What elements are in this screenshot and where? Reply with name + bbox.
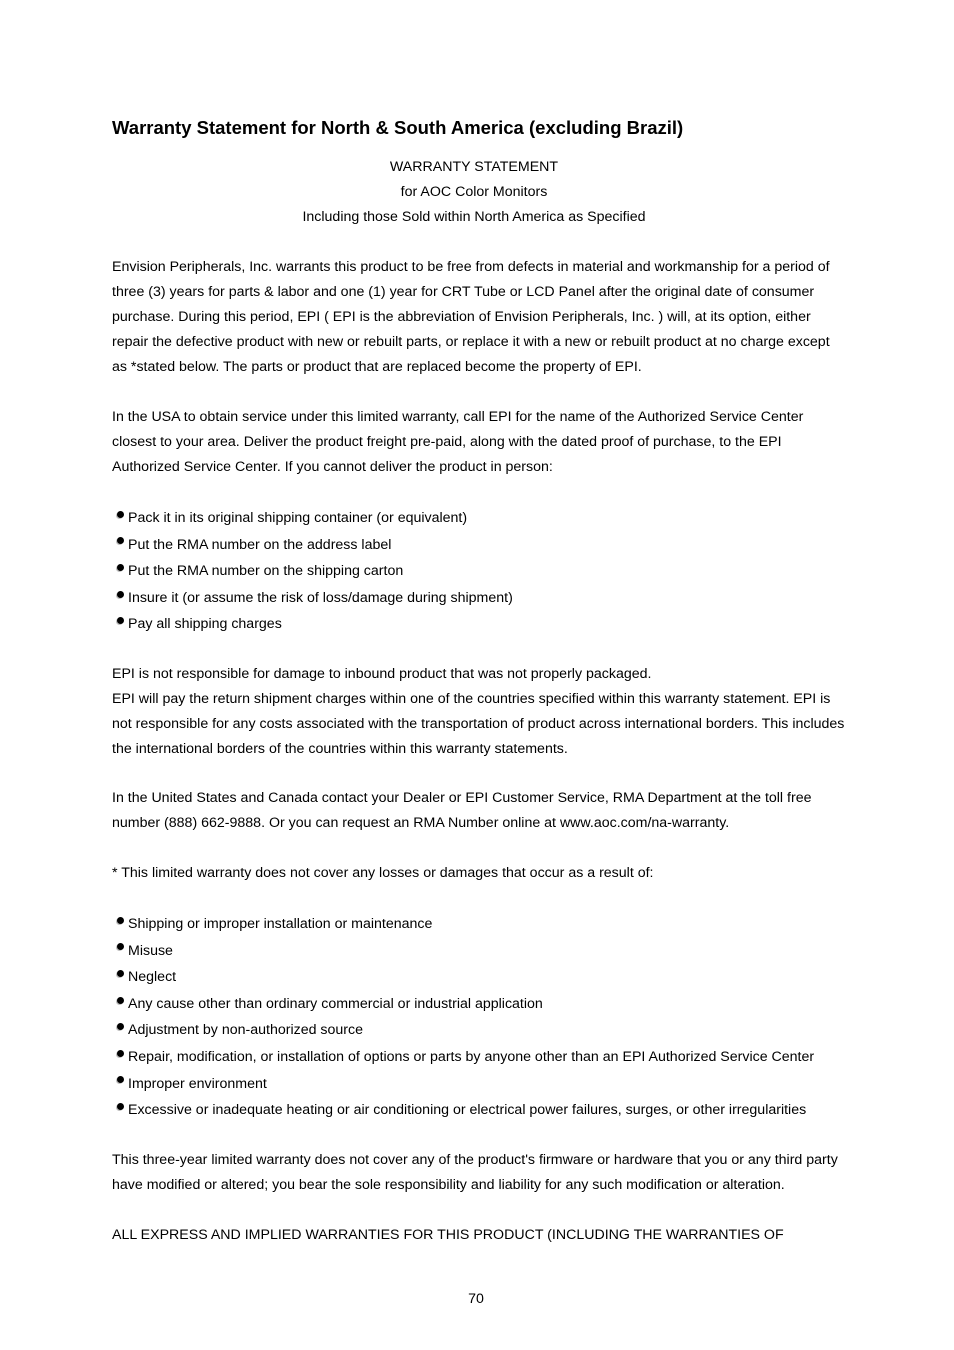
list-item: Any cause other than ordinary commercial or industrial application <box>112 991 814 1018</box>
list-item: Insure it (or assume the risk of loss/damage during shipment) <box>112 585 513 612</box>
page-heading: Warranty Statement for North & South America (excluding Brazil) <box>112 117 684 138</box>
list-item: Pack it in its original shipping container (or equivalent) <box>112 505 513 532</box>
bullet-icon <box>117 591 124 598</box>
bullet-icon <box>117 997 124 1004</box>
list-item: Put the RMA number on the shipping carton <box>112 558 513 585</box>
list-item: Pay all shipping charges <box>112 611 513 638</box>
bullet-icon <box>117 537 124 544</box>
bullet-icon <box>117 970 124 977</box>
shipping-steps-list <box>112 505 513 638</box>
inbound-damage-paragraph: EPI is not responsible for damage to inbound product that was not properly packaged. <box>112 666 652 682</box>
page-number: 70 <box>468 1291 484 1307</box>
document-page <box>112 0 848 1350</box>
firmware-exclusion-paragraph: This three-year limited warranty does not cover any of the product's firmware or hardware that you or any third party have modified or altered; you bear the sole responsibility and liability for any such modification or alteration. <box>112 1152 838 1193</box>
exclusions-intro-paragraph: * This limited warranty does not cover any losses or damages that occur as a result of: <box>112 865 654 881</box>
bullet-icon <box>117 943 124 950</box>
bullet-icon <box>117 617 124 624</box>
list-item: Put the RMA number on the address label <box>112 532 513 559</box>
bullet-icon <box>117 1076 124 1083</box>
warranty-title-line-1: WARRANTY STATEMENT <box>389 159 559 175</box>
warranty-title-line-3: Including those Sold within North America as Specified <box>302 209 646 225</box>
list-item: Improper environment <box>112 1071 814 1098</box>
list-item: Shipping or improper installation or maintenance <box>112 911 814 938</box>
warranty-title-block <box>112 155 836 230</box>
bullet-icon <box>117 1050 124 1057</box>
list-item: Adjustment by non-authorized source <box>112 1017 814 1044</box>
implied-warranties-paragraph: ALL EXPRESS AND IMPLIED WARRANTIES FOR THIS PRODUCT (INCLUDING THE WARRANTIES OF <box>112 1227 784 1243</box>
service-instructions-paragraph: In the USA to obtain service under this limited warranty, call EPI for the name of the Authorized Service Center closest to your area. Deliver the product freight pre-paid, along with the dated proof of purchase, to the EPI Authorized Service Center. If you cannot deliver the product in person: <box>112 409 804 475</box>
return-shipment-paragraph: EPI will pay the return shipment charges within one of the countries specified within this warranty statement. EPI is not responsible for any costs associated with the transportation of product across international borders. This includes the international borders of the countries within this warranty statements. <box>112 691 845 757</box>
exclusions-list <box>112 911 814 1124</box>
list-item: Neglect <box>112 964 814 991</box>
bullet-icon <box>117 511 124 518</box>
bullet-icon <box>117 564 124 571</box>
list-item: Excessive or inadequate heating or air conditioning or electrical power failures, surges, or other irregularities <box>112 1097 814 1124</box>
list-item: Misuse <box>112 938 814 965</box>
list-item: Repair, modification, or installation of options or parts by anyone other than an EPI Authorized Service Center <box>112 1044 814 1071</box>
warranty-coverage-paragraph: Envision Peripherals, Inc. warrants this product to be free from defects in material and workmanship for a period of three (3) years for parts & labor and one (1) year for CRT Tube or LCD Panel after the original date of consumer purchase. During this period, EPI ( EPI is the abbreviation of Envision Peripherals, Inc. ) will, at its option, either repair the defective product with new or rebuilt parts, or replace it with a new or rebuilt product at no charge except as *stated below. The parts or product that are replaced become the property of EPI. <box>112 259 830 375</box>
contact-paragraph: In the United States and Canada contact your Dealer or EPI Customer Service, RMA Department at the toll free number (888) 662-9888. Or you can request an RMA Number online at www.aoc.com/na-warranty. <box>112 790 812 831</box>
bullet-icon <box>117 1023 124 1030</box>
bullet-icon <box>117 1103 124 1110</box>
warranty-title-line-2: for AOC Color Monitors <box>400 184 548 200</box>
bullet-icon <box>117 917 124 924</box>
